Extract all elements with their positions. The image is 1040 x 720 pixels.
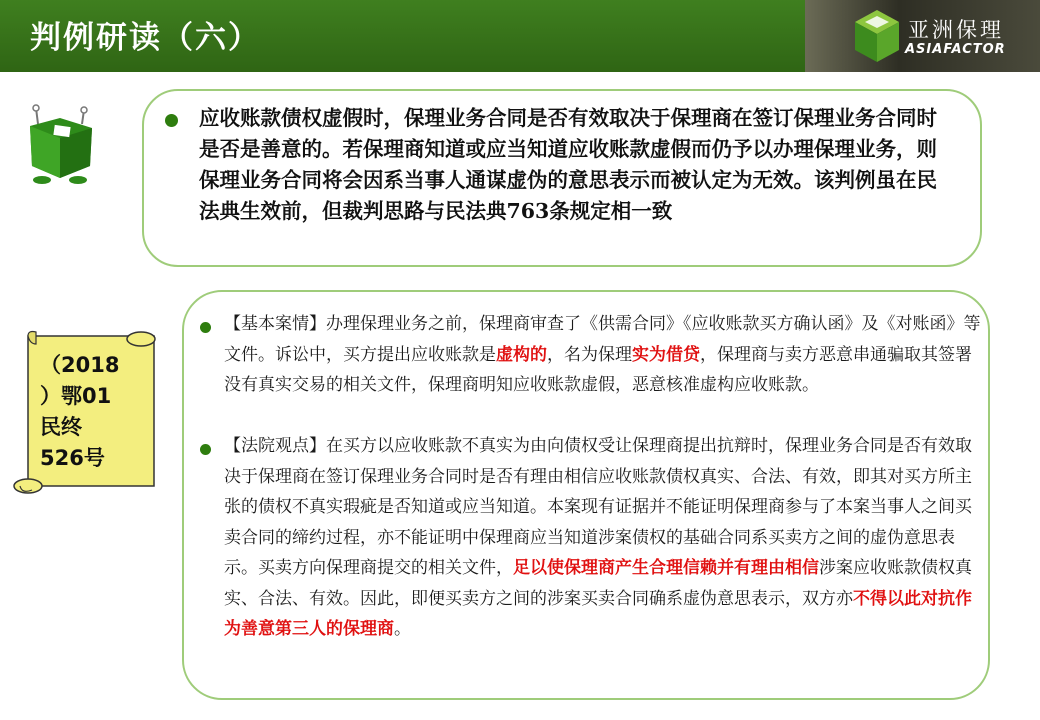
case-detail-callout <box>182 290 990 700</box>
bullet-icon <box>165 114 178 127</box>
case-number <box>40 350 140 474</box>
highlight-reliance: 足以使保理商产生合理信赖并有理由相信 <box>513 558 819 578</box>
highlight-fictitious: 虚构的 <box>496 344 547 365</box>
logo-name-en: ASIAFACTOR <box>905 42 1006 57</box>
highlight-loan: 实为借贷 <box>632 344 700 365</box>
header-bar <box>0 0 1040 72</box>
logo-area <box>805 0 1040 72</box>
green-cube-mascot-icon <box>20 104 102 186</box>
basic-facts-paragraph: 【基本案情】办理保理业务之前，保理商审查了《供需合同》《应收账款买方确认函》及《对账函》等文件。诉讼中，买方提出应收账款是虚构的，名为保理实为借贷，保理商与卖方恶意串通骗取其签署没有真实交易的相关文件，保理商明知应收账款虚假，恶意核准虚构应收账款。 <box>224 314 981 395</box>
logo-name-cn: 亚洲保理 <box>908 18 1004 42</box>
case-number-line: （2018 <box>40 353 120 377</box>
court-opinion-paragraph: 【法院观点】在买方以应收账款不真实为由向债权受让保理商提出抗辩时，保理业务合同是否有效取决于保理商在签订保理业务合同时是否有理由相信应收账款债权真实、合法、有效，即其对买方所主张的债权不真实瑕疵是否知道或应当知道。本案现有证据并不能证明保理商参与了本案当事人之间买卖合同的缔约过程，亦不能证明中保理商应当知道涉案债权的基础合同系买卖方之间的虚伪意思表示。买卖方向保理商提交的相关文件，足以使保理商产生合理信赖并有理由相信涉案应收账款债权真实、合法、有效。因此，即便买卖方之间的涉案买卖合同确系虚伪意思表示，双方亦不得以此对抗作为善意第三人的保理商。 <box>224 436 972 639</box>
bullet-icon <box>200 444 211 455</box>
case-number-line: 526号 <box>40 446 105 470</box>
highlight-good-faith: 不得以此对抗作为善意第三人的保理商 <box>224 588 972 639</box>
cube-logo-icon <box>853 8 901 64</box>
page-title: 判例研读（六） <box>30 20 261 56</box>
summary-text: 应收账款债权虚假时，保理业务合同是否有效取决于保理商在签订保理业务合同时是否是善意的。若保理商知道或应当知道应收账款虚假而仍予以办理保理业务，则保理业务合同将会因系当事人通谋虚伪的意思表示而被认定为无效。该判例虽在民法典生效前，但裁判思路与民法典763条规定相一致 <box>199 106 937 223</box>
bullet-icon <box>200 322 211 333</box>
case-number-line: ）鄂01 <box>40 384 112 408</box>
summary-callout <box>142 89 982 267</box>
case-number-line: 民终 <box>40 415 82 439</box>
